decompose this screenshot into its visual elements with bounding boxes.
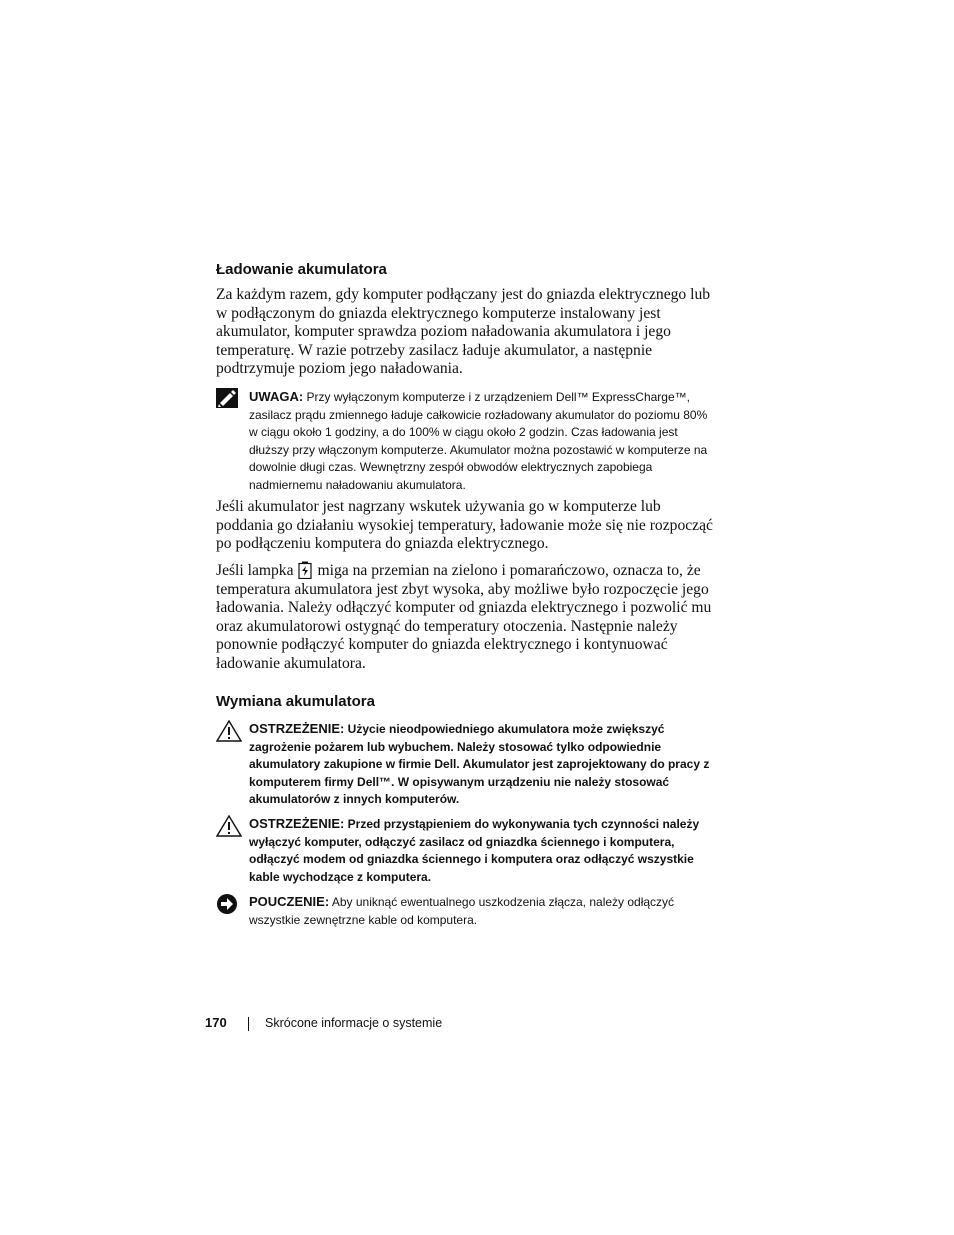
page-number: 170	[205, 1015, 227, 1030]
paragraph-charging-intro: Za każdym razem, gdy komputer podłączany jest do gniazda elektrycznego lub w podłączonym do gniazda elektrycznego komputerze instalowany jest akumulator, komputer sprawdza poziom naładowania akumulatora i jego temperaturę. W razie potrzeby zasilacz ładuje akumulator, a następnie podtrzymuje poziom jego naładowania.	[216, 286, 711, 377]
battery-status-icon	[298, 561, 312, 579]
note-label: UWAGA:	[249, 389, 304, 404]
paragraph-lamp	[216, 561, 716, 673]
warning-triangle-icon	[216, 815, 242, 837]
warning-text-1	[249, 720, 715, 809]
notice-arrow-icon	[216, 893, 242, 915]
notice-body: Aby uniknąć ewentualnego uszkodzenia złącza, należy odłączyć wszystkie zewnętrzne kable od komputera.	[249, 895, 675, 927]
pencil-note-icon	[216, 388, 242, 410]
warning-label-2: OSTRZEŻENIE:	[249, 816, 345, 831]
section-title-charging: Ładowanie akumulatora	[216, 261, 387, 278]
footer-divider	[248, 1017, 249, 1031]
paragraph-lamp-start: Jeśli lampka	[216, 562, 294, 579]
footer-title: Skrócone informacje o systemie	[265, 1016, 443, 1030]
warning-label-1: OSTRZEŻENIE:	[249, 721, 345, 736]
warning-body-2: Przed przystąpieniem do wykonywania tych czynności należy wyłączyć komputer, odłączyć zasilacz od gniazdka ściennego i komputera, odłączyć modem od gniazdka ściennego i komputera oraz odłączyć wszystkie kable wychodzące z komputera.	[249, 817, 700, 884]
section-title-replacing: Wymiana akumulatora	[216, 693, 375, 710]
note-text	[249, 388, 715, 494]
paragraph-overheat: Jeśli akumulator jest nagrzany wskutek używania go w komputerze lub poddania go działaniu wysokiej temperatury, ładowanie może się nie rozpocząć po podłączeniu komputera do gniazda elektrycznego.	[216, 498, 713, 552]
warning-body-1: Użycie nieodpowiedniego akumulatora może zwiększyć zagrożenie pożarem lub wybuchem. Należy stosować tylko odpowiednie akumulatory zakupione w firmie Dell. Akumulator jest zaprojektowany do pracy z komputerem firmy Dell™. W opisywanym urządzeniu nie należy stosować akumulatorów z innych komputerów.	[249, 722, 710, 806]
paragraph-lamp-rest: miga na przemian na zielono i pomarańczowo, oznacza to, że temperatura akumulatora jest zbyt wysoka, aby możliwe było rozpoczęcie jego ładowania. Należy odłączyć komputer od gniazda elektrycznego i pozwolić mu oraz akumulatorowi ostygnąć do temperatury otoczenia. Następnie należy ponownie podłączyć komputer do gniazda elektrycznego i kontynuować ładowanie akumulatora.	[216, 562, 712, 672]
warning-triangle-icon	[216, 720, 242, 742]
notice-label: POUCZENIE:	[249, 894, 330, 909]
note-body: Przy wyłączonym komputerze i z urządzeniem Dell™ ExpressCharge™, zasilacz prądu zmiennego ładuje całkowicie rozładowany akumulator do poziomu 80% w ciągu około 1 godziny, a do 100% w ciągu około 2 godzin. Czas ładowania jest dłuższy przy włączonym komputerze. Akumulator można pozostawić w komputerze na dowolnie długi czas. Wewnętrzny zespół obwodów elektrycznych zapobiega nadmiernemu naładowaniu akumulatora.	[249, 390, 708, 492]
warning-text-2	[249, 815, 715, 886]
notice-text	[249, 893, 715, 929]
